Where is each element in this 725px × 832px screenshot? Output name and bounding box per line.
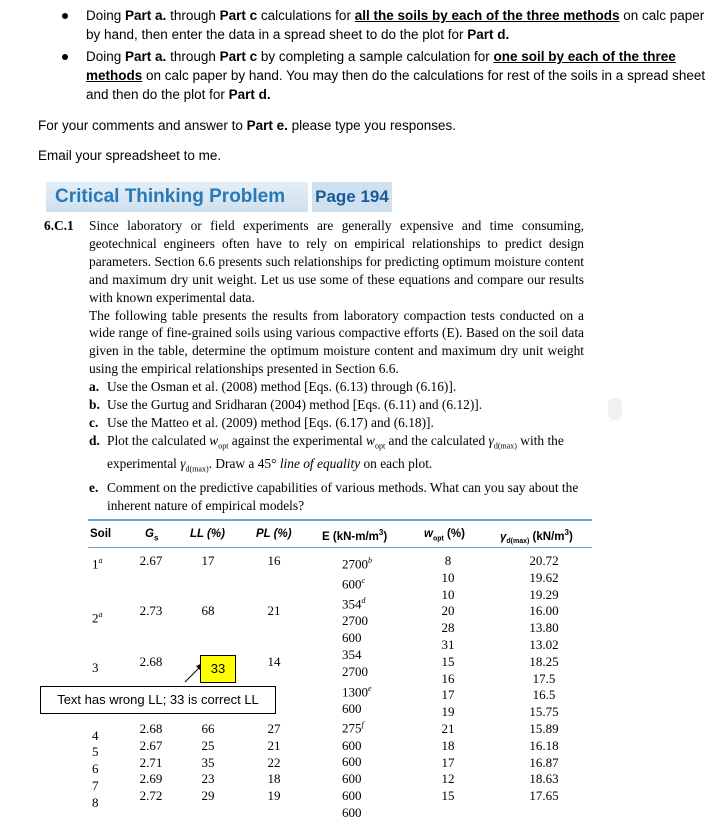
problem-item-a: a. Use the Osman et al. (2008) method [Eqs. (6.13) through (6.16)]. xyxy=(89,379,457,395)
table-cell-gamma: 13.80 xyxy=(529,620,559,636)
column-gamma xyxy=(522,553,566,805)
table-cell-wopt: 17 xyxy=(441,687,455,703)
table-cell-pl: 18 xyxy=(267,771,281,787)
problem-item-e: e. Comment on the predictive capabilities of various methods. What can you say about the inherent nature of empirical models? xyxy=(89,480,579,513)
table-cell-gamma: 15.75 xyxy=(529,704,559,720)
table-cell-pl: 21 xyxy=(267,603,281,619)
header-ll: LL (%) xyxy=(190,528,225,540)
table-cell-e: 600 xyxy=(342,788,362,803)
problem-text xyxy=(44,217,584,515)
table-cell-soil: 4 xyxy=(92,727,99,743)
header-pl: PL (%) xyxy=(256,528,292,540)
table-cell-wopt: 17 xyxy=(441,754,455,770)
table-cell-wopt: 20 xyxy=(441,603,455,619)
table-cell-wopt: 15 xyxy=(441,653,455,669)
page-label: Page 194 xyxy=(312,182,392,212)
table-cell-soil: 7 xyxy=(92,778,99,794)
table-cell-soil: 2$^a$ xyxy=(92,609,103,626)
problem-item-b: b. Use the Gurtug and Sridharan (2004) method [Eqs. (6.11) and (6.12)]. xyxy=(89,397,483,413)
header-soil: Soil xyxy=(90,528,112,540)
table-cell-pl xyxy=(262,570,286,587)
table-cell-e: 600 xyxy=(342,754,362,770)
comments-line: For your comments and answer to Part e. please type you responses. xyxy=(38,118,456,133)
table-cell-ll: 29 xyxy=(201,788,215,804)
table-cell-gs: 2.73 xyxy=(139,603,163,619)
table-cell-soil xyxy=(92,644,112,661)
instruction-bullet-1: Doing Part a. through Part c calculations for all the soils by each of the three methods on calc paper by hand, then enter the data in a spread sheet to do the plot for Part d. xyxy=(60,6,710,44)
table-cell-ll xyxy=(196,570,220,587)
table-cell-gamma: 18.25 xyxy=(529,653,559,669)
table-cell-soil: 8 xyxy=(92,794,99,810)
table-cell-ll: 35 xyxy=(201,754,215,770)
problem-item-c: c. Use the Matteo et al. (2009) method [Eqs. (6.17) and (6.18)]. xyxy=(89,414,434,430)
table-cell-e: 275$^f$ xyxy=(342,720,364,736)
table-cell-ll: 23 xyxy=(201,771,215,787)
table-cell-gamma: 17.65 xyxy=(529,788,559,804)
table-cell-gamma: 20.72 xyxy=(529,553,559,568)
bullet-dot xyxy=(62,13,68,19)
table-cell-gamma: 17.5 xyxy=(532,670,556,686)
header-gs: $G_s$ xyxy=(145,528,159,543)
column-soil xyxy=(92,553,112,812)
table-header-rule xyxy=(88,547,592,548)
table-cell-wopt: 10 xyxy=(441,586,455,602)
table-cell-gs: 2.67 xyxy=(139,737,163,753)
annotation-callout: Text has wrong LL; 33 is correct LL xyxy=(40,686,276,714)
table-cell-gamma: 16.87 xyxy=(529,754,559,770)
table-cell-wopt: 8 xyxy=(444,553,452,568)
table-cell-wopt: 10 xyxy=(441,569,455,585)
table-cell-gamma: 16.5 xyxy=(532,687,556,703)
table-cell-wopt: 16 xyxy=(441,670,455,686)
table-cell-wopt: 21 xyxy=(441,720,455,736)
column-pl xyxy=(262,553,286,805)
table-cell-e: 2700 xyxy=(342,613,368,629)
header-e: E $(kN-m/m^3)$ xyxy=(322,528,388,543)
column-gs xyxy=(134,553,168,805)
corrected-ll-box: 33 xyxy=(200,655,236,683)
table-cell-gs xyxy=(134,570,168,587)
column-e xyxy=(342,553,386,822)
table-cell-e: 600 xyxy=(342,804,362,820)
table-cell-gs xyxy=(134,671,168,688)
table-cell-soil xyxy=(92,627,112,644)
table-cell-gamma: 16.18 xyxy=(529,737,559,753)
table-cell-wopt: 18 xyxy=(441,737,455,753)
table-cell-wopt: 19 xyxy=(441,704,455,720)
table-cell-gamma: 13.02 xyxy=(529,636,559,652)
table-cell-gs xyxy=(134,637,168,654)
table-cell-soil: 3 xyxy=(92,660,99,676)
table-cell-gs: 2.68 xyxy=(139,720,163,736)
table-cell-e: 2700$^b$ xyxy=(342,556,372,572)
table-cell-soil: 6 xyxy=(92,761,99,777)
table-cell-wopt: 31 xyxy=(441,636,455,652)
table-cell-pl: 19 xyxy=(267,788,281,804)
table-cell-gamma: 15.89 xyxy=(529,720,559,736)
table-cell-soil: 5 xyxy=(92,744,99,760)
table-cell-ll: 17 xyxy=(201,553,215,568)
table-cell-gamma: 18.63 xyxy=(529,771,559,787)
table-cell-e: 600 xyxy=(342,630,362,646)
table-cell-pl: 22 xyxy=(267,754,281,770)
table-cell-gs xyxy=(134,587,168,604)
table-cell-pl xyxy=(262,587,286,604)
table-cell-soil: 1$^a$ xyxy=(92,556,103,572)
problem-paragraph-2: The following table presents the results from laboratory compaction tests conducted on a wide range of fine-grained soils using various compactive efforts (E). Based on the soil data given in the table, determine the optimum moisture content and maximum dry unit weight using the empirical relationships presented in Section 6.6. xyxy=(89,307,584,377)
table-cell-e: 354$^d$ xyxy=(342,596,366,612)
table-cell-pl xyxy=(262,671,286,688)
table-cell-ll xyxy=(196,620,220,637)
problem-paragraph-1: Since laboratory or field experiments are generally expensive and time consuming, geotechnical engineers often have to rely on empirical relationships to predict design parameters. Section 6.6 presents such relationships for predicting optimum moisture content and maximum dry unit weight. Let us use some of these equations and compare our results with known experimental data. xyxy=(89,218,584,305)
table-cell-ll: 68 xyxy=(201,603,215,619)
table-cell-ll: 66 xyxy=(201,720,215,736)
table-cell-gamma: 19.29 xyxy=(529,586,559,602)
table-cell-wopt: 12 xyxy=(441,771,455,787)
table-cell-e: 1300e xyxy=(342,683,372,699)
table-cell-e: 600 xyxy=(342,700,362,716)
table-cell-ll: 25 xyxy=(201,737,215,753)
table-cell-gs: 2.72 xyxy=(139,788,163,804)
header-gamma: $\gamma_{d(max)}$ $(kN/m^3)$ xyxy=(500,528,573,546)
table-cell-gamma: 19.62 xyxy=(529,569,559,585)
table-cell-ll xyxy=(196,637,220,654)
table-cell-e: 2700 xyxy=(342,663,368,679)
column-wopt xyxy=(436,553,460,805)
critical-thinking-title: Critical Thinking Problem xyxy=(46,182,308,212)
bullet-dot xyxy=(62,54,68,60)
table-cell-gs: 2.67 xyxy=(139,553,163,568)
table-cell-gs: 2.71 xyxy=(139,754,163,770)
table-cell-ll xyxy=(196,587,220,604)
table-cell-e: 600 xyxy=(342,771,362,787)
table-cell-pl xyxy=(262,637,286,654)
table-cell-wopt: 15 xyxy=(441,788,455,804)
table-cell-soil xyxy=(92,573,112,590)
problem-item-d: d. Plot the calculated $w_{opt}$ against the experimental $w_{opt}$ and the calculated $\gamma_{d(max)}$ with the experimental $\gamma_{d(max)}$. Draw a 45° line of equality on each plot. xyxy=(89,432,564,475)
table-cell-pl xyxy=(262,620,286,637)
instruction-list xyxy=(60,6,710,106)
table-cell-pl: 21 xyxy=(267,737,281,753)
table-cell-pl: 14 xyxy=(267,653,281,669)
table-cell-pl: 16 xyxy=(267,553,281,568)
table-cell-gs: 2.68 xyxy=(139,653,163,669)
table-cell-e: 354 xyxy=(342,646,362,662)
table-cell-e: 600 xyxy=(342,737,362,753)
email-line: Email your spreadsheet to me. xyxy=(38,148,222,163)
table-cell-wopt: 28 xyxy=(441,620,455,636)
table-cell-e: 600$^c$ xyxy=(342,576,366,592)
table-top-rule xyxy=(88,519,592,521)
instruction-bullet-2: Doing Part a. through Part c by completing a sample calculation for one soil by each of the three methods on calc paper by hand. You may then do the calculations for rest of the soils in a spread sheet and then do the plot for Part d. xyxy=(60,47,710,104)
table-cell-gs: 2.69 xyxy=(139,771,163,787)
table-cell-pl: 27 xyxy=(267,720,281,736)
table-cell-soil xyxy=(92,590,112,607)
page-edge-shadow xyxy=(608,398,622,420)
problem-number: 6.C.1 xyxy=(44,218,74,233)
header-wopt: $w_{opt}$ (%) xyxy=(424,528,465,543)
table-cell-gs xyxy=(134,620,168,637)
table-cell-gamma: 16.00 xyxy=(529,603,559,619)
